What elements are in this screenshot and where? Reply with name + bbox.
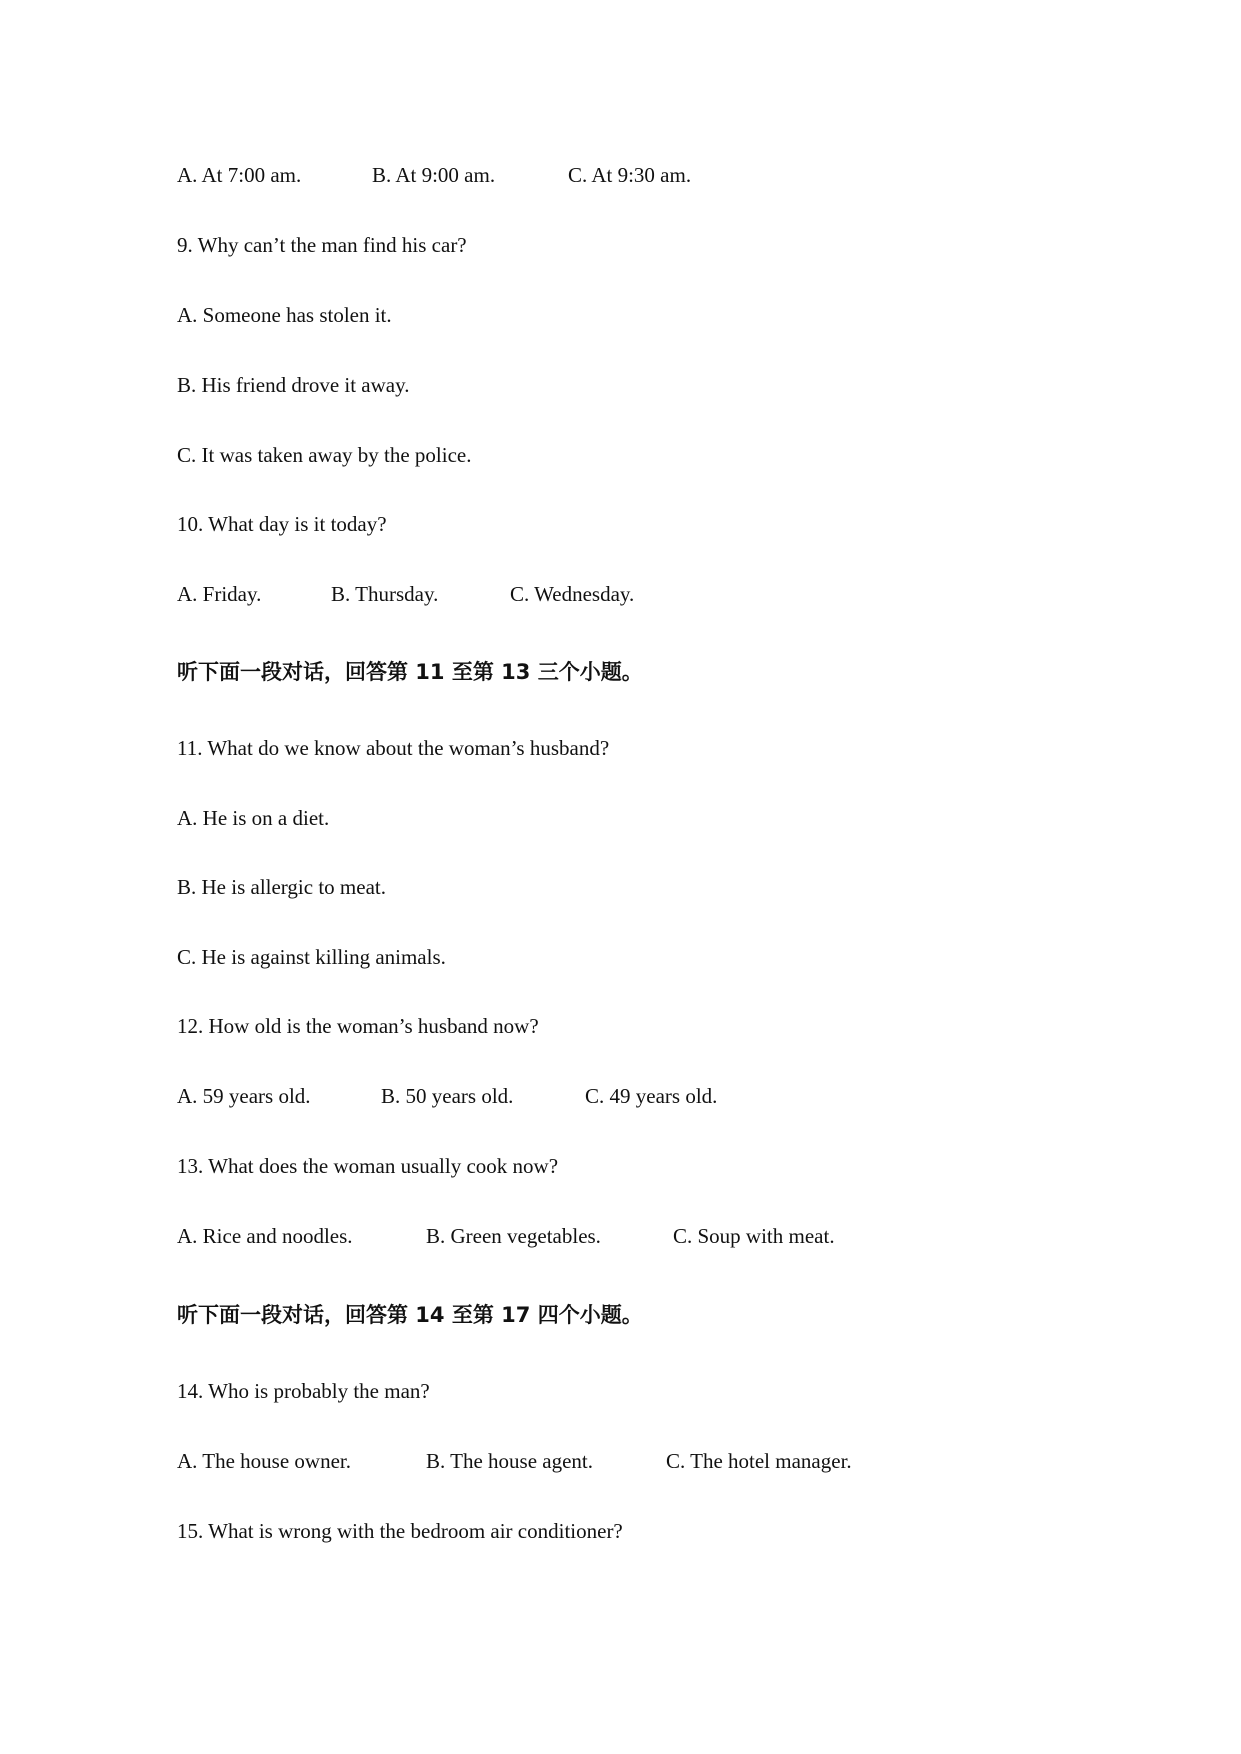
q10-option-b: B. Thursday. — [331, 582, 439, 606]
q9-option-a: A. Someone has stolen it. — [177, 303, 392, 327]
q8-option-b: B. At 9:00 am. — [372, 163, 496, 187]
q11-option-a: A. He is on a diet. — [177, 806, 330, 830]
q14-option-a: A. The house owner. — [177, 1449, 351, 1473]
q9-question: 9. Why can’t the man find his car? — [177, 233, 467, 257]
q14-option-b: B. The house agent. — [426, 1449, 593, 1473]
q8-option-c: C. At 9:30 am. — [568, 163, 692, 187]
q12-option-a: A. 59 years old. — [177, 1084, 311, 1108]
q14-option-c: C. The hotel manager. — [666, 1449, 852, 1473]
q13-option-b: B. Green vegetables. — [426, 1224, 601, 1248]
q13-option-c: C. Soup with meat. — [673, 1224, 835, 1248]
q15-question: 15. What is wrong with the bedroom air conditioner? — [177, 1519, 623, 1543]
q11-option-b: B. He is allergic to meat. — [177, 875, 386, 899]
section-instruction-14-17: 听下面一段对话，回答第 14 至第 17 四个小题。 — [177, 1303, 643, 1327]
q13-option-a: A. Rice and noodles. — [177, 1224, 353, 1248]
q11-question: 11. What do we know about the woman’s husband? — [177, 736, 610, 760]
q10-option-a: A. Friday. — [177, 582, 262, 606]
q13-question: 13. What does the woman usually cook now? — [177, 1154, 559, 1178]
q9-option-b: B. His friend drove it away. — [177, 373, 410, 397]
q8-option-a: A. At 7:00 am. — [177, 163, 302, 187]
q10-question: 10. What day is it today? — [177, 512, 387, 536]
q12-option-b: B. 50 years old. — [381, 1084, 514, 1108]
section-instruction-11-13: 听下面一段对话，回答第 11 至第 13 三个小题。 — [177, 660, 643, 684]
q12-question: 12. How old is the woman’s husband now? — [177, 1014, 539, 1038]
q10-option-c: C. Wednesday. — [510, 582, 635, 606]
q12-option-c: C. 49 years old. — [585, 1084, 718, 1108]
q14-question: 14. Who is probably the man? — [177, 1379, 430, 1403]
q9-option-c: C. It was taken away by the police. — [177, 443, 472, 467]
q11-option-c: C. He is against killing animals. — [177, 945, 446, 969]
